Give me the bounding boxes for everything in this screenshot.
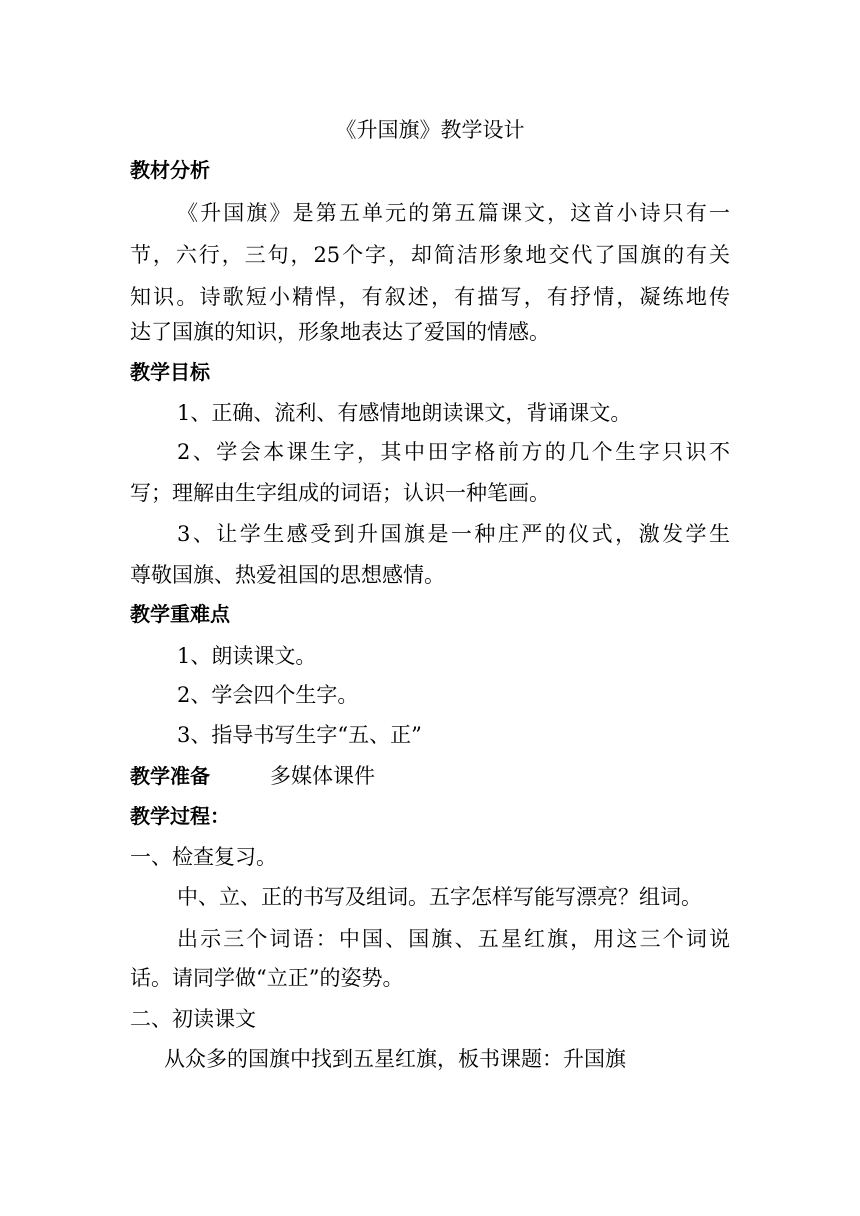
objective-line-1: 1、正确、流利、有感情地朗读课文，背诵课文。 [177,401,632,425]
preparation-label: 教学准备 [130,764,210,788]
key-point-line-1: 1、朗读课文。 [177,644,317,668]
process-step-2-line-1: 从众多的国旗中找到五星红旗，板书课题：升国旗 [164,1047,626,1071]
section-heading-process: 教学过程： [130,804,230,828]
process-step-1-title: 一、检查复习。 [130,845,277,869]
document-title: 《升国旗》教学设计 [335,118,525,142]
objective-line-4: 3、让学生感受到升国旗是一种庄严的仪式，激发学生 [177,522,730,546]
section-heading-preparation [130,761,730,791]
analysis-line-3: 知识。诗歌短小精悍，有叙述，有描写，有抒情，凝练地传 [130,285,730,309]
key-point-line-2: 2、学会四个生字。 [177,683,359,707]
section-heading-objectives: 教学目标 [130,360,210,384]
process-step-2-title: 二、初读课文 [130,1007,256,1031]
process-step-1-line-1: 中、立、正的书写及组词。五字怎样写能写漂亮？组词。 [177,885,702,909]
process-step-1-line-2: 出示三个词语：中国、国旗、五星红旗，用这三个词说 [177,927,730,951]
analysis-line-4: 达了国旗的知识，形象地表达了爱国的情感。 [130,320,550,344]
analysis-line-2: 节，六行，三句，25个字，却简洁形象地交代了国旗的有关 [130,243,730,267]
preparation-value: 多媒体课件 [270,764,375,788]
objective-line-5: 尊敬国旗、热爱祖国的思想感情。 [130,563,445,587]
key-point-line-3: 3、指导书写生字“五、正” [177,723,422,747]
objective-line-2: 2、学会本课生字，其中田字格前方的几个生字只识不 [177,440,730,464]
process-step-1-line-3: 话。请同学做“立正”的姿势。 [130,966,404,990]
section-heading-analysis: 教材分析 [130,158,210,182]
analysis-line-1: 《升国旗》是第五单元的第五篇课文，这首小诗只有一 [177,201,730,225]
objective-line-3: 写；理解由生字组成的词语；认识一种笔画。 [130,481,550,505]
section-heading-key-points: 教学重难点 [130,602,230,626]
